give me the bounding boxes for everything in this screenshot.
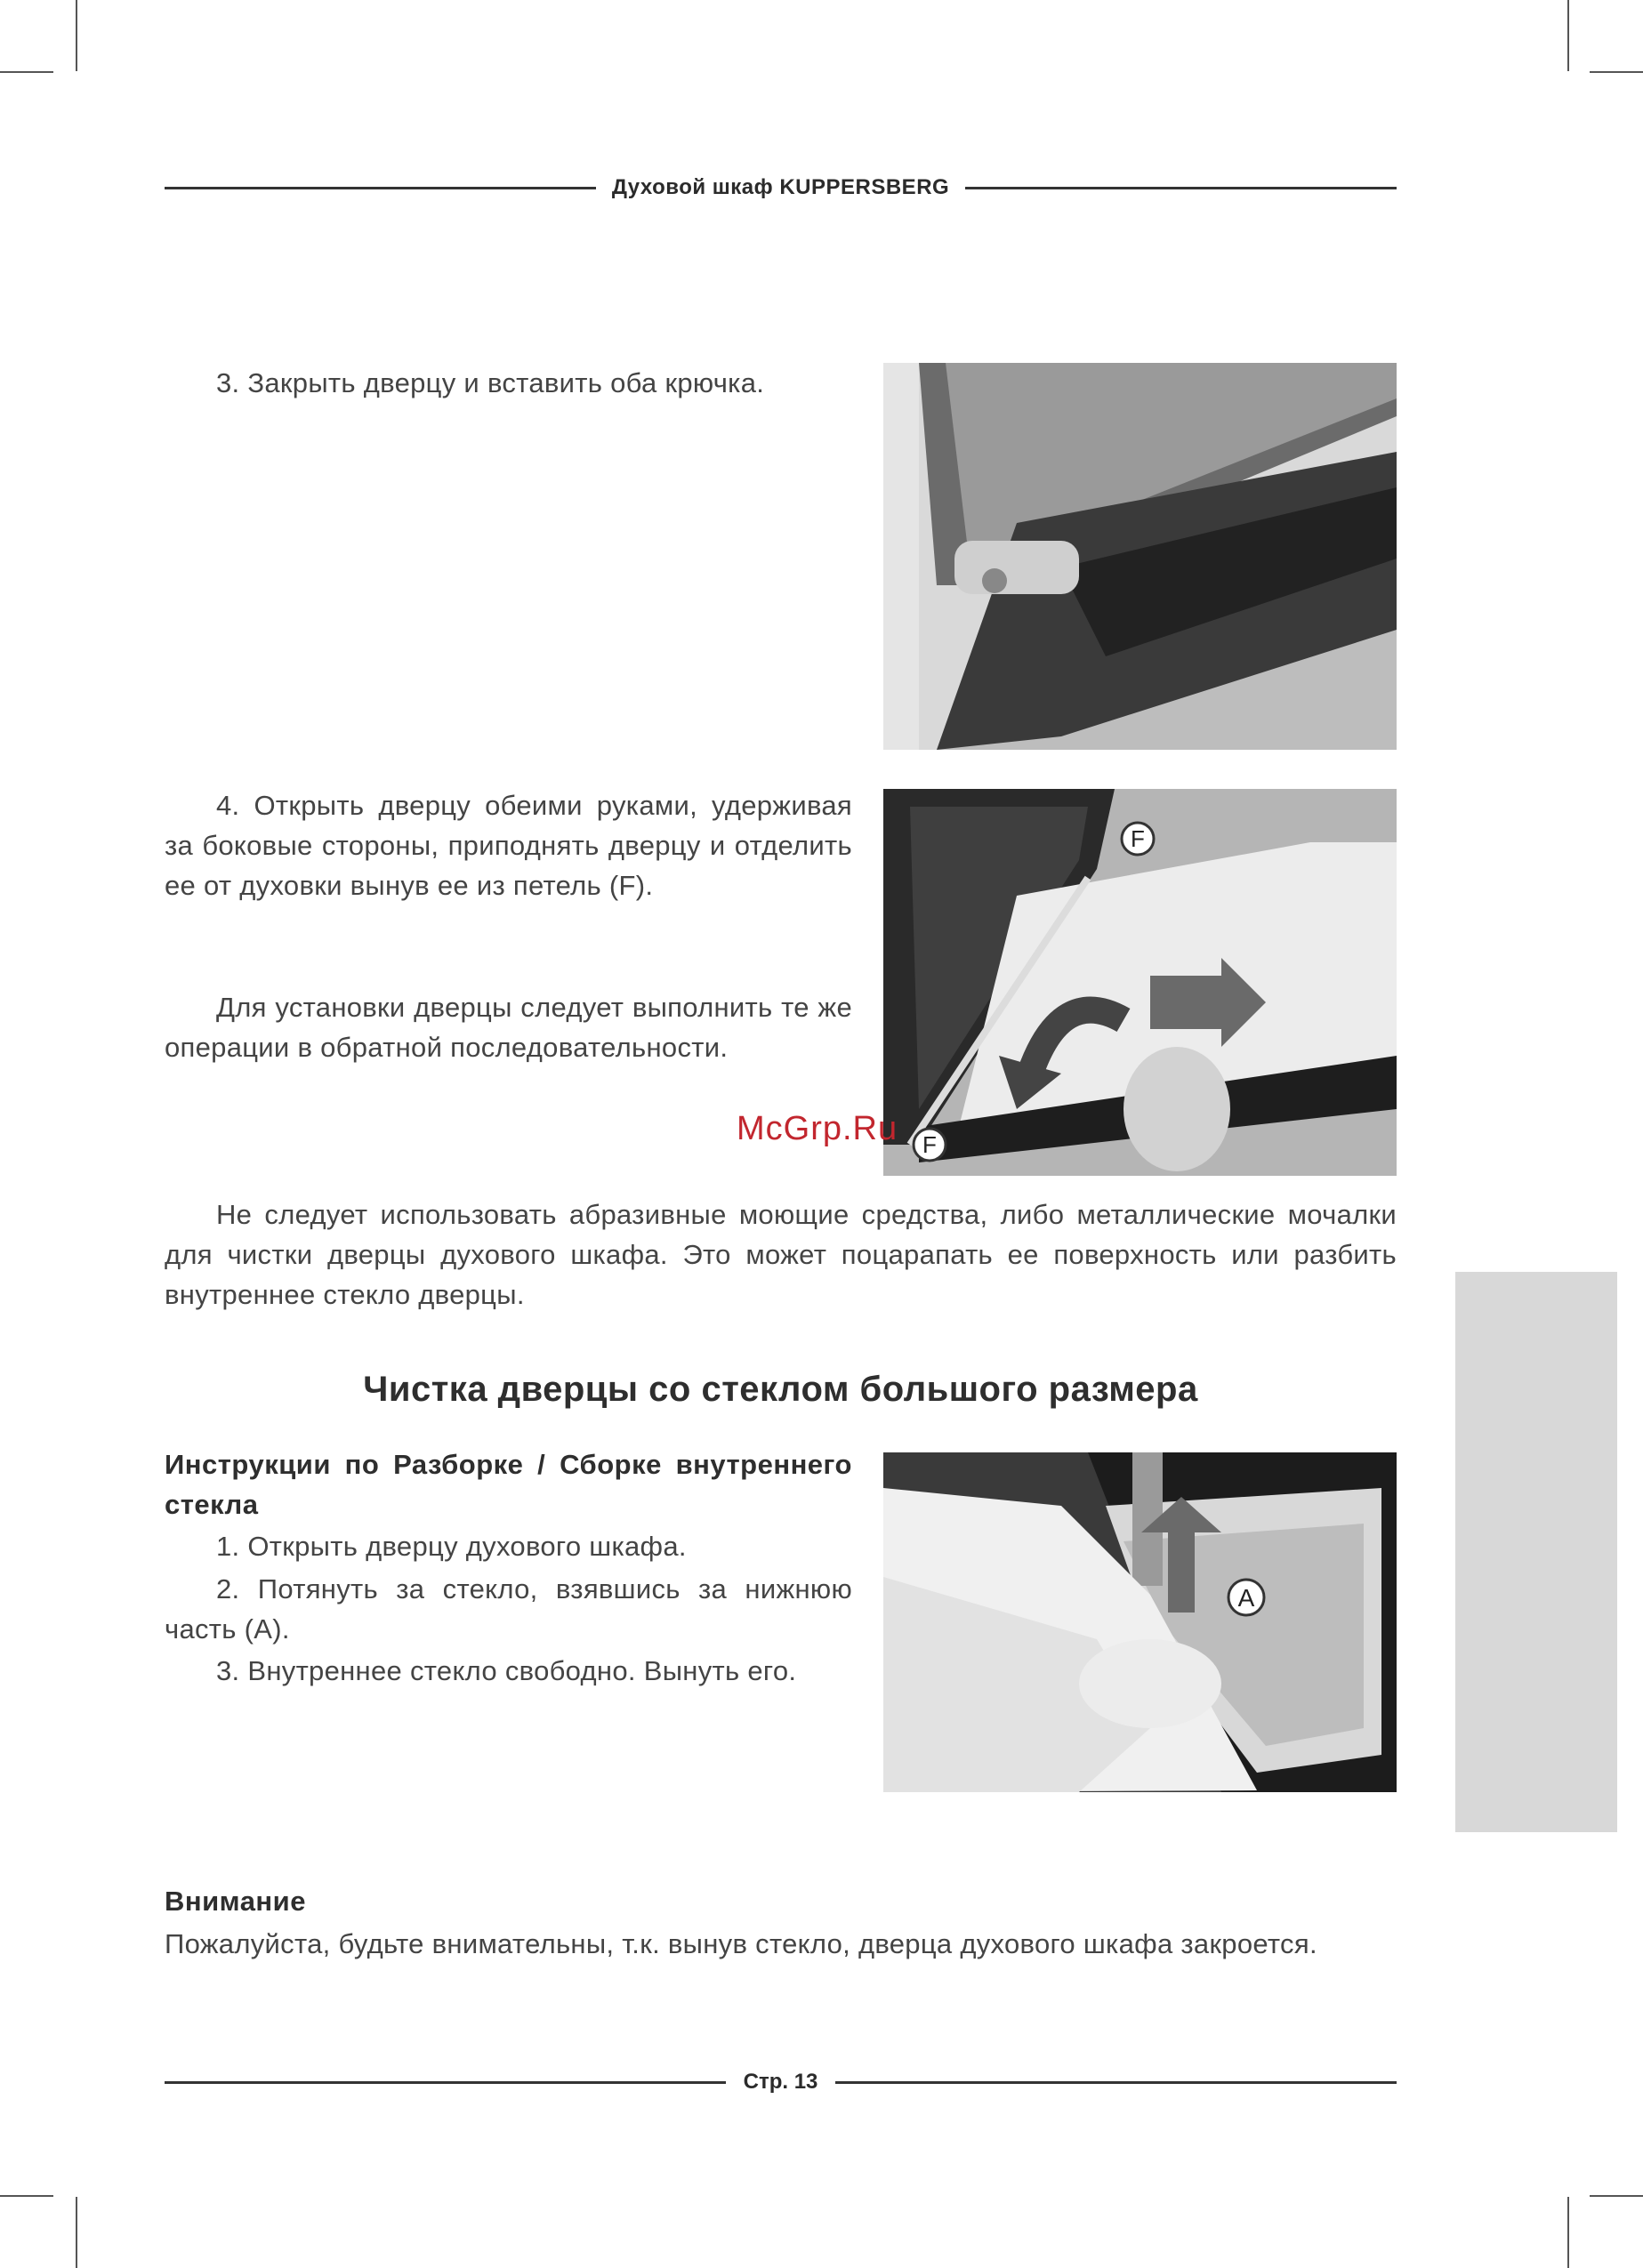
step-4-text: 4. Открыть дверцу обеими руками, удерживая за боковые стороны, приподнять дверцу и отделить ее от духовки вынув ее из петель (F). xyxy=(165,790,852,901)
attention-text: Пожалуйста, будьте внимательны, т.к. вынув стекло, дверца духового шкафа закроется. xyxy=(165,1928,1317,1959)
abrasive-warning-text: Не следует использовать абразивные моющие средства, либо металлические мочалки для чистки дверцы духового шкафа. Это может поцарапать ее поверхность или разбить внутреннее стекло дверцы. xyxy=(165,1199,1397,1310)
figure-label-f-top: F xyxy=(1131,825,1145,852)
figure-label-a: A xyxy=(1237,1584,1255,1612)
list-item-1: 1. Открыть дверцу духового шкафа. xyxy=(216,1531,687,1562)
header-rule-right xyxy=(965,187,1397,189)
footer-rule-right xyxy=(835,2081,1397,2084)
door-hooks-photo xyxy=(883,363,1397,750)
step-3-text: 3. Закрыть дверцу и вставить оба крючка. xyxy=(216,367,765,398)
inner-glass-photo xyxy=(883,1452,1397,1792)
crop-mark xyxy=(0,71,53,73)
page-header xyxy=(165,173,1397,203)
crop-mark xyxy=(1590,2195,1643,2197)
watermark: McGrp.Ru xyxy=(737,1110,898,1147)
side-tab xyxy=(1455,1272,1617,1832)
attention-title: Внимание xyxy=(165,1886,306,1917)
section-title: Чистка дверцы со стеклом большого размера xyxy=(363,1370,1198,1409)
crop-mark xyxy=(1567,0,1569,71)
list-item-3: 3. Внутреннее стекло свободно. Вынуть его. xyxy=(216,1655,797,1686)
crop-mark xyxy=(76,0,77,71)
header-title: Духовой шкаф KUPPERSBERG xyxy=(611,175,950,199)
crop-mark xyxy=(1590,71,1643,73)
section-subtitle: Инструкции по Разборке / Сборке внутреннего стекла xyxy=(165,1449,852,1520)
door-removal-photo xyxy=(883,789,1397,1176)
crop-mark xyxy=(1567,2197,1569,2268)
list-item-2: 2. Потянуть за стекло, взявшись за нижнюю часть (А). xyxy=(165,1573,852,1645)
figure-label-f-bottom: F xyxy=(922,1131,937,1158)
crop-mark xyxy=(76,2197,77,2268)
page-footer xyxy=(165,2067,1397,2097)
header-rule-left xyxy=(165,187,596,189)
crop-mark xyxy=(0,2195,53,2197)
page-number: Стр. 13 xyxy=(743,2070,818,2094)
footer-rule-left xyxy=(165,2081,726,2084)
install-note-text: Для установки дверцы следует выполнить те же операции в обратной последовательности. xyxy=(165,992,852,1063)
